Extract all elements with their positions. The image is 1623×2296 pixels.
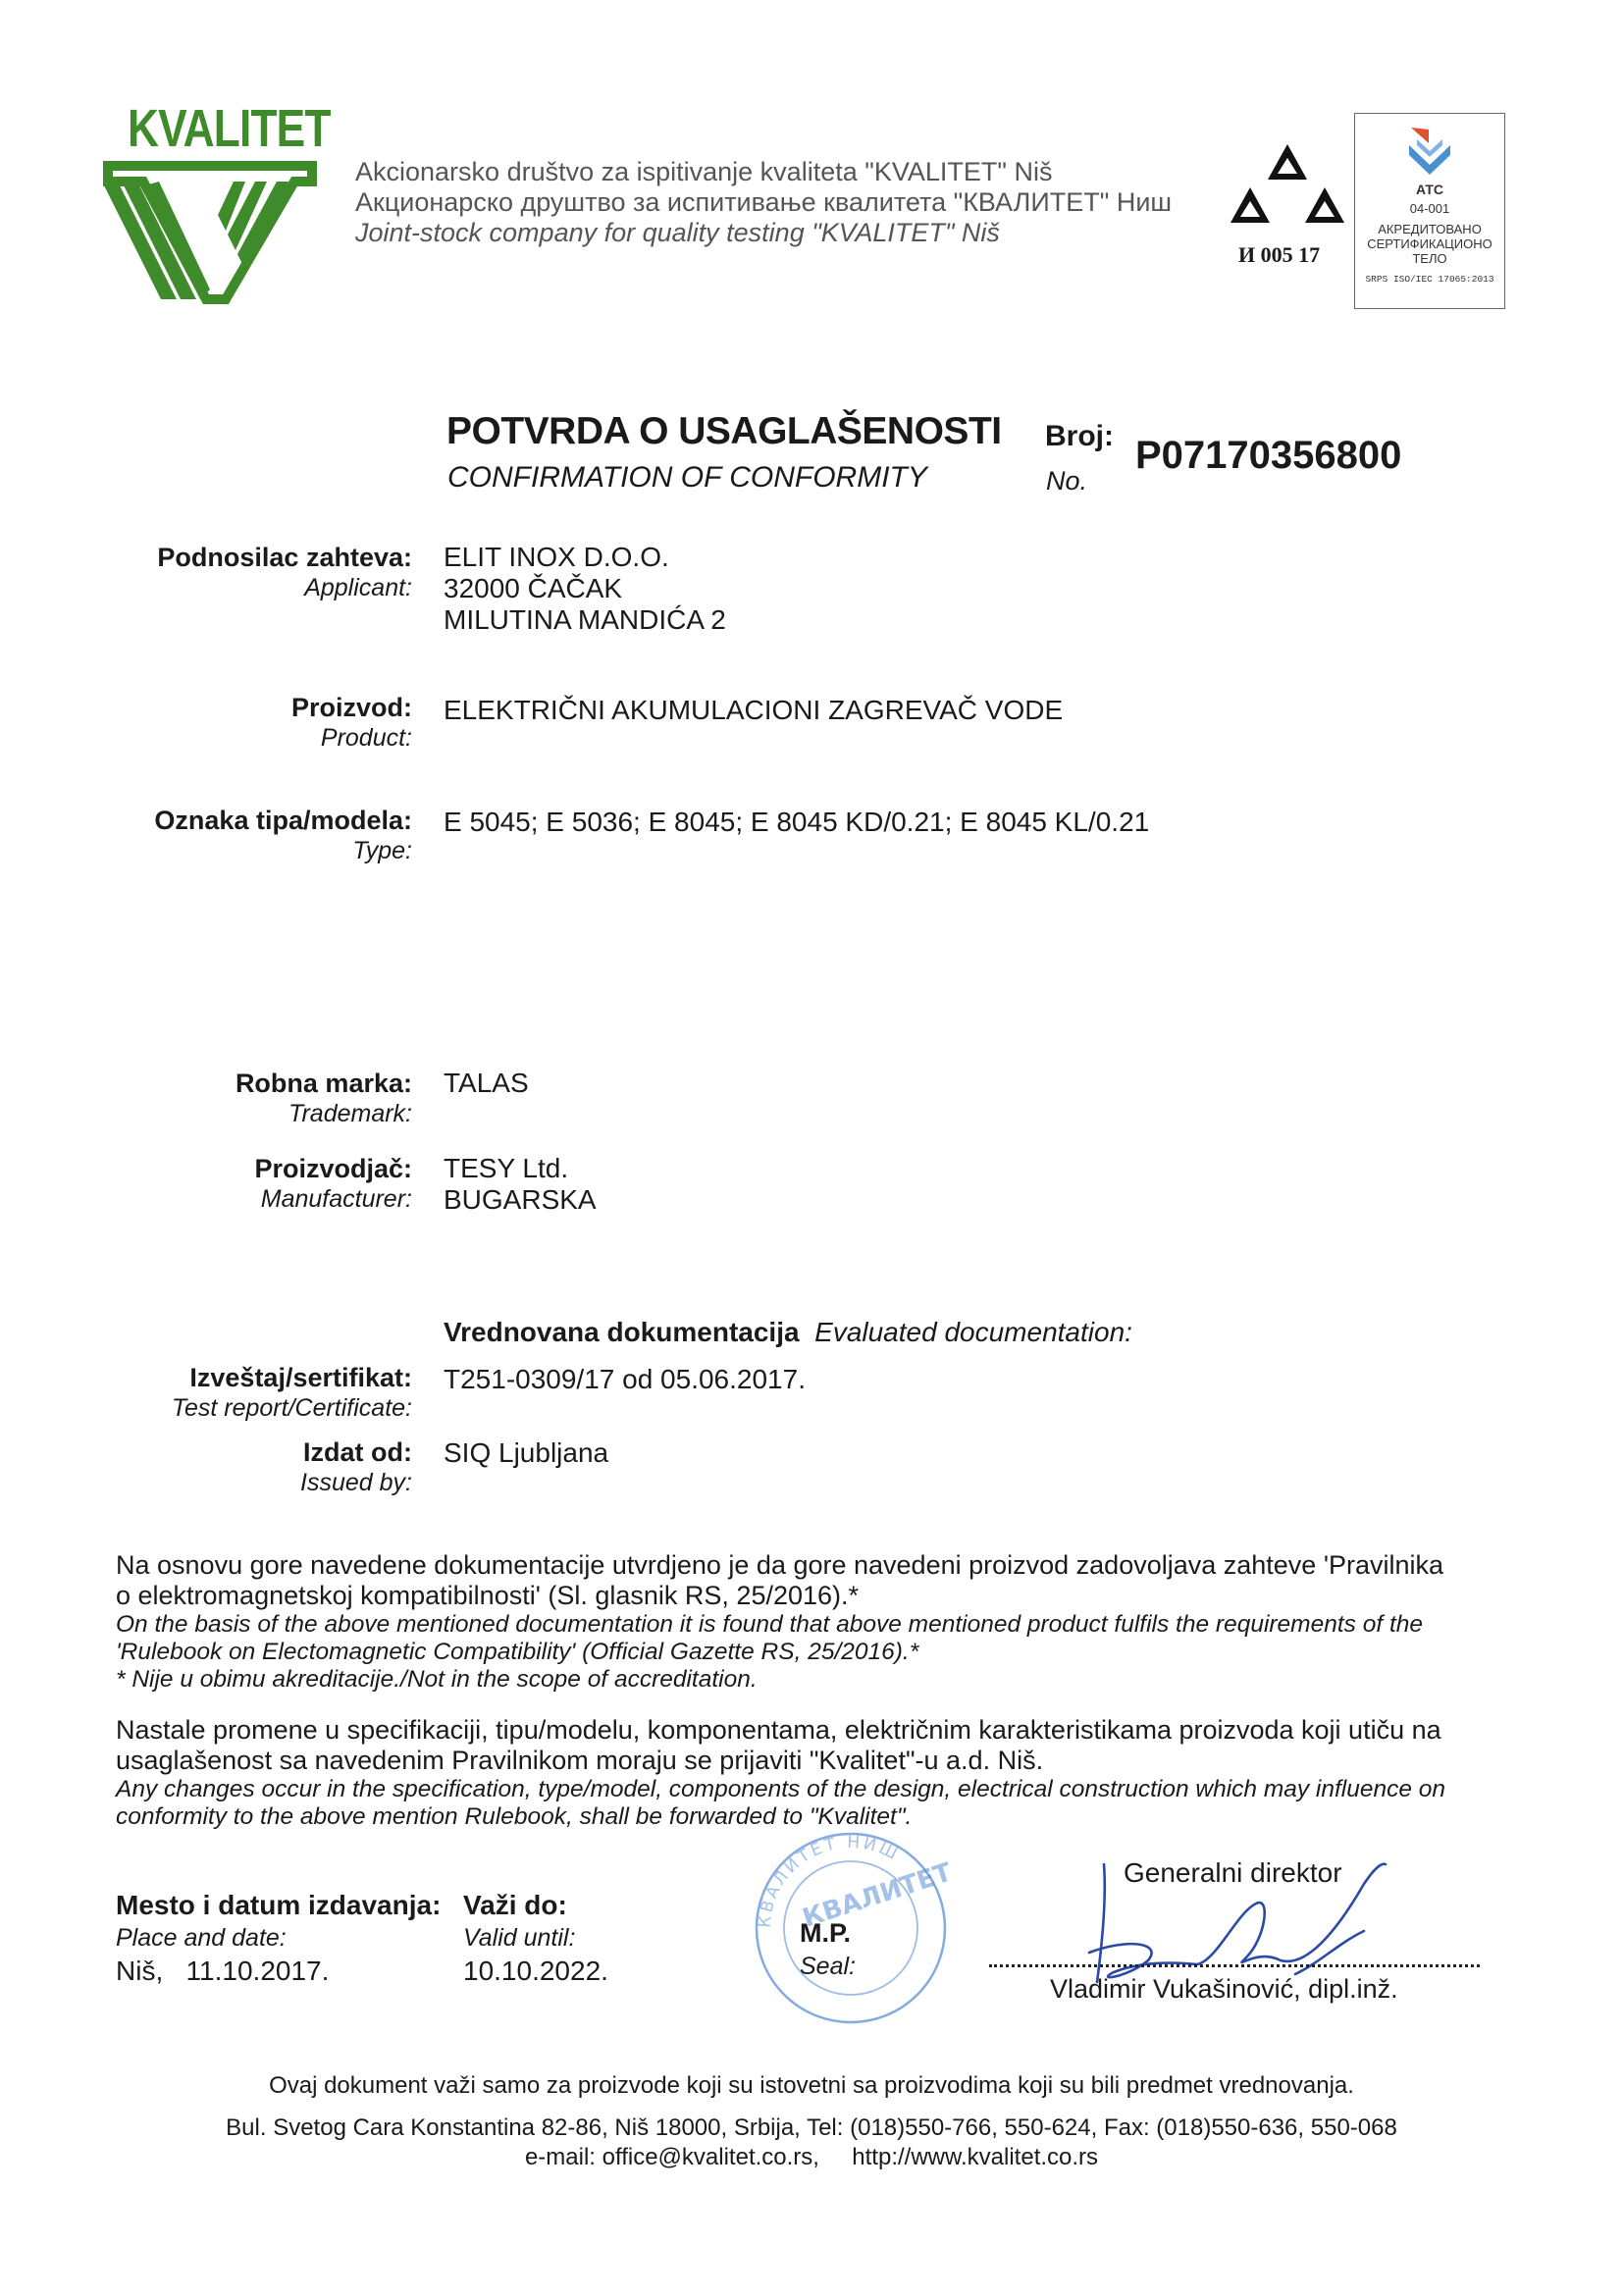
manufacturer-line: TESY Ltd. — [444, 1153, 569, 1183]
certificate-number: P07170356800 — [1135, 434, 1402, 477]
documentation-heading — [444, 1317, 1132, 1348]
seal-label-en: Seal: — [800, 1953, 856, 1980]
number-label-en: No. — [1046, 466, 1088, 496]
valid-until-block — [463, 1889, 608, 1989]
ats-standard: SRPS ISO/IEC 17065:2013 — [1365, 274, 1494, 285]
accreditation-note: * Nije u obimu akreditacije./Not in the scope of accreditation. — [116, 1666, 758, 1693]
place-date-block — [116, 1889, 441, 1989]
stamp-center-text: КВАЛИТЕТ — [799, 1857, 954, 1934]
accreditation-badge — [1354, 113, 1505, 309]
triangle-mark-icon — [1229, 142, 1346, 240]
valid-value: 10.10.2022. — [463, 1956, 608, 1986]
company-name-block — [355, 157, 1172, 248]
company-name-cyrillic: Акционарско друштво за испитивање квалитета "КВАЛИТЕТ" Ниш — [355, 187, 1173, 217]
director-title: Generalni direktor — [1124, 1857, 1342, 1888]
conformity-mark-code: И 005 17 — [1238, 242, 1321, 267]
issued-value: SIQ Ljubljana — [444, 1437, 609, 1468]
document-title: POTVRDA O USAGLAŠENOSTI — [446, 410, 1002, 452]
manufacturer-value — [444, 1153, 597, 1216]
documentation-heading-sr: Vrednovana dokumentacija — [444, 1317, 800, 1347]
footer-address: Bul. Svetog Cara Konstantina 82-86, Niš 18000, Srbija, Tel: (018)550-766, 550-624, Fax: (018)550-636, 550-068 — [226, 2114, 1397, 2141]
trademark-label: Robna marka: Trademark: — [235, 1069, 412, 1127]
validity-note: Ovaj dokument važi samo za proizvode koji su istovetni sa proizvodima koji su bili predmet vrednovanja. — [269, 2072, 1354, 2099]
signature-line — [989, 1964, 1480, 1967]
applicant-line: 32000 ČAČAK — [444, 573, 623, 603]
applicant-line: ELIT INOX D.O.O. — [444, 542, 669, 572]
report-label: Izveštaj/sertifikat: Test report/Certificate: — [171, 1363, 412, 1422]
applicant-line: MILUTINA MANDIĆA 2 — [444, 604, 726, 635]
applicant-label: Podnosilac zahteva: Applicant: — [157, 543, 412, 601]
logo-text: KVALITET — [128, 99, 331, 158]
ats-line3: ТЕЛО — [1412, 251, 1447, 266]
valid-label: Važi do: — [463, 1890, 567, 1920]
ats-abbr: АТС — [1415, 182, 1444, 197]
ats-code: 04-001 — [1409, 201, 1450, 216]
company-name-latin: Akcionarsko društvo za ispitivanje kvaliteta "KVALITET" Niš — [355, 157, 1053, 186]
report-value: T251-0309/17 od 05.06.2017. — [444, 1364, 806, 1394]
company-logo — [98, 98, 331, 309]
place-label: Mesto i datum izdavanja: — [116, 1890, 442, 1920]
ats-line1: АКРЕДИТОВАНО — [1378, 222, 1482, 236]
type-value: E 5045; E 5036; E 8045; E 8045 KD/0.21; E 8045 KL/0.21 — [444, 807, 1150, 837]
issued-label: Izdat od: Issued by: — [300, 1437, 412, 1496]
place-value: Niš, 11.10.2017. — [116, 1956, 330, 1986]
ats-line2: СЕРТИФИКАЦИОНО — [1367, 236, 1492, 251]
applicant-value — [444, 542, 726, 636]
product-label: Proizvod: Product: — [290, 693, 412, 752]
manufacturer-line: BUGARSKA — [444, 1184, 597, 1215]
company-name-english: Joint-stock company for quality testing "KVALITET" Niš — [355, 218, 1000, 247]
documentation-heading-en: Evaluated documentation: — [814, 1317, 1132, 1347]
footer-contact: e-mail: office@kvalitet.co.rs, http://www.kvalitet.co.rs — [524, 2144, 1099, 2170]
valid-label-en: Valid until: — [463, 1924, 576, 1952]
product-value: ELEKTRIČNI AKUMULACIONI ZAGREVAČ VODE — [444, 695, 1064, 725]
stamp-ring-text: КВАЛИТЕТ НИШ — [755, 1832, 904, 1929]
type-label: Oznaka tipa/modela: Type: — [154, 806, 412, 864]
conformity-statement: Na osnovu gore navedene dokumentacije utvrdjeno je da gore navedeni proizvod zadovoljava zahteve 'Pravilnika o elektromagnetskoj kompatibilnosti' (Sl. glasnik RS, 25/2016).* On the basis of the above mentioned documentation it is found that above mentioned product fulfils the requirements of the 'Rulebook on Electomagnetic Compatibility' (Official Gazette RS, 25/2016).* * Nije u obimu akreditacije./Not in the scope of accreditation. — [116, 1550, 1509, 1694]
document-subtitle: CONFIRMATION OF CONFORMITY — [447, 461, 927, 494]
manufacturer-label: Proizvodjač: Manufacturer: — [254, 1154, 412, 1213]
logo-emblem — [98, 152, 324, 309]
director-name: Vladimir Vukašinović, dipl.inž. — [1050, 1974, 1398, 2004]
conformity-mark — [1229, 142, 1346, 270]
place-label-en: Place and date: — [116, 1924, 287, 1952]
ats-logo-icon — [1405, 122, 1454, 181]
changes-statement: Nastale promene u specifikaciji, tipu/modelu, komponentama, električnim karakteristikama proizvoda koji utiču na usaglašenost sa navedenim Pravilnikom moraju se prijaviti "Kvalitet"-u a.d. Niš. Any changes occur in the specification, type/model, components of the design, electrical construction which may influence on conformity to the above mention Rulebook, shall be forwarded to "Kvalitet". — [116, 1715, 1446, 1830]
seal-label: M.P. — [800, 1918, 852, 1948]
trademark-value: TALAS — [444, 1068, 529, 1098]
number-label: Broj: — [1045, 420, 1114, 452]
